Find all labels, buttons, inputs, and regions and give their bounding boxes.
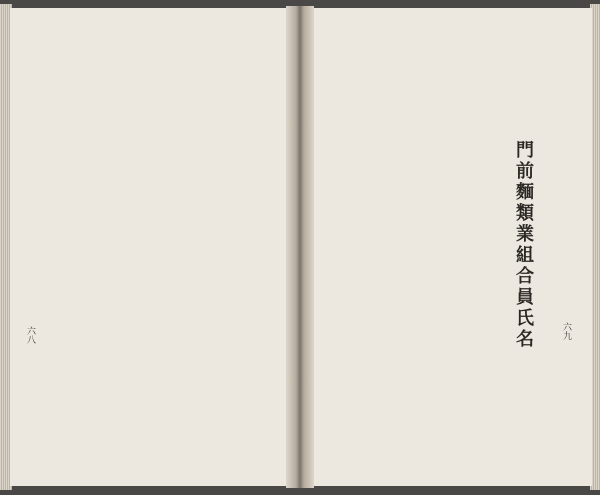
book-gutter <box>286 6 314 488</box>
page-number-right: 六九 <box>561 322 571 340</box>
left-page <box>10 8 294 486</box>
page-number-left: 六八 <box>25 326 35 344</box>
page-heading: 門前麵類業組合員氏名 <box>513 140 534 350</box>
right-page <box>306 8 592 486</box>
